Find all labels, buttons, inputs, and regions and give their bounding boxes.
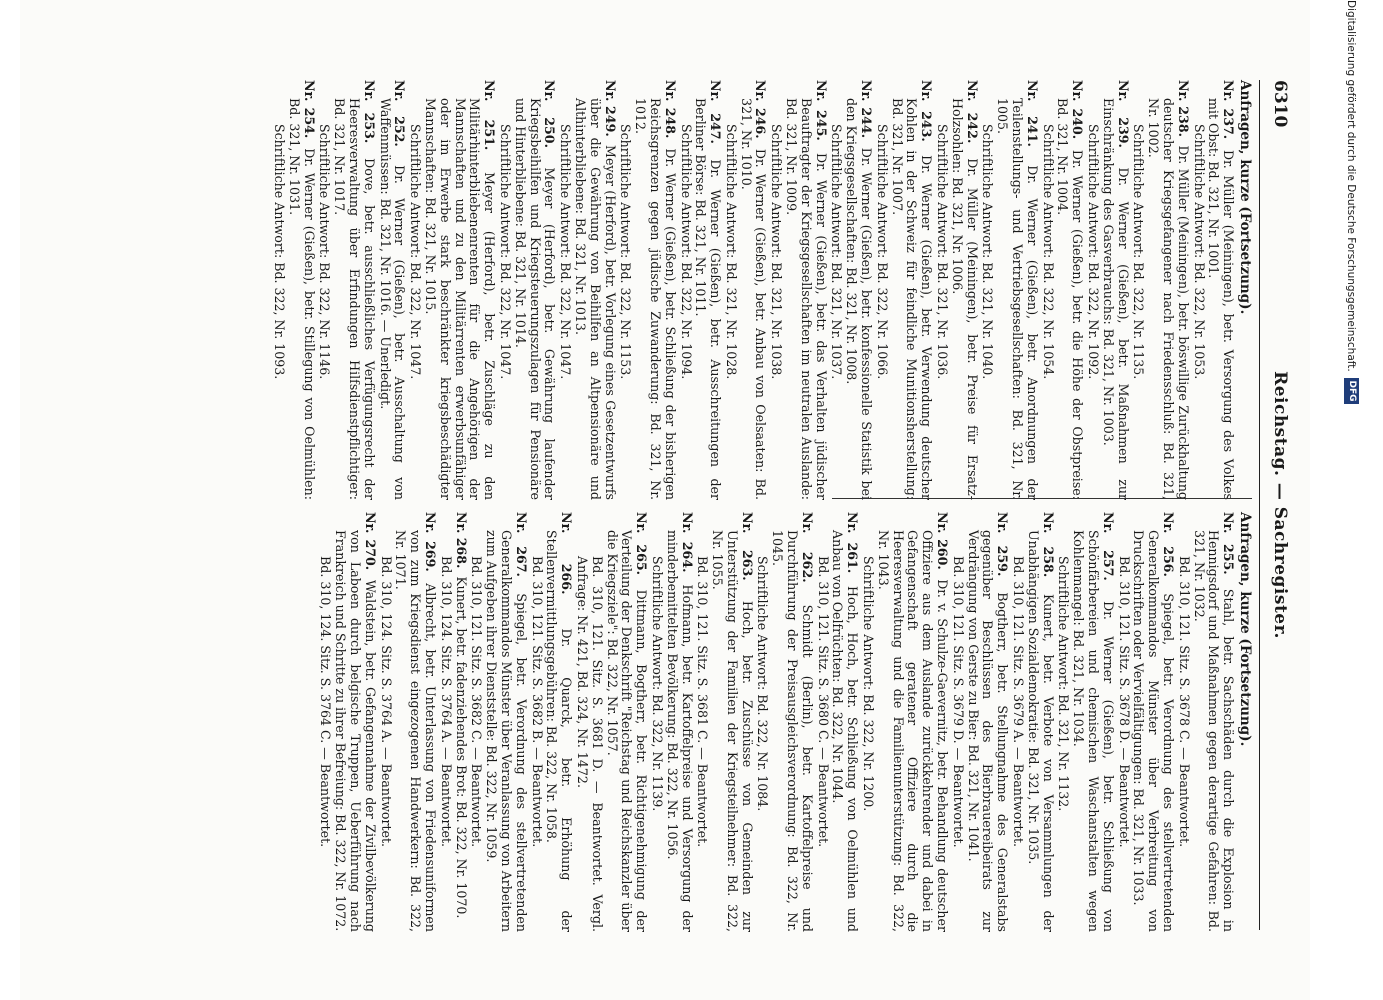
entry-answer: Schriftliche Antwort: Bd. 321, Nr. 1040. — [980, 124, 996, 380]
entry-text: Dr. Werner (Gießen), betr. konfessionelle Statistik bei den Kriegsgesellschaften: Bd. 321, Nr. 1008. — [844, 98, 875, 500]
left-column — [270, 80, 1252, 500]
entry-number: Nr. 263. — [739, 512, 755, 581]
register-entry — [574, 512, 648, 932]
entry-number: Nr. 253. — [361, 80, 377, 144]
entry-number: Nr. 239. — [1115, 80, 1131, 148]
entry-number: Nr. 260. — [935, 512, 951, 570]
entry-text: Dove, betr. ausschließliches Verfügungsrecht der Heeresverwaltung über Erfindungen Hilfsdienstpflichtiger: Bd. 321, Nr. 1017. — [332, 98, 377, 500]
entry-number: Nr. 248. — [662, 80, 678, 139]
register-entry — [723, 80, 767, 500]
entry-text: Dr. Werner (Gießen), betr. das Verhalten jüdischer Beauftragter der Kriegsgesellschaften im neutralen Auslande: Bd. 321, Nr. 1009. — [784, 98, 829, 500]
register-entry — [950, 512, 1009, 932]
register-entry — [1116, 512, 1175, 932]
entry-answer: Bd. 310, 121. Sitz. S. 3681 C. — Beantwortet. — [695, 556, 711, 848]
entry-number: Nr. 265. — [634, 512, 650, 575]
running-title: Reichstag. — Sachregister. — [1270, 371, 1290, 639]
register-entry — [378, 512, 437, 932]
entry-number: Nr. 244. — [859, 80, 875, 139]
entry-answer: Bd. 310, 121. Sitz. S. 3681 D. — Beantwortet. Vergl. Anfrage: Nr. 421, Bd. 324, Nr. 1472. — [574, 556, 605, 932]
entry-number: Nr. 262. — [799, 512, 815, 583]
entry-answer: Schriftliche Antwort: Bd. 321, Nr. 1028. — [723, 124, 739, 380]
entry-number: Nr. 243. — [919, 80, 935, 142]
entry-answer: Bd. 310, 121. Sitz. S. 3679 A. — Beantwortet. — [1011, 556, 1027, 848]
entry-number: Nr. 251. — [482, 80, 498, 151]
entry-number: Nr. 259. — [995, 512, 1011, 577]
entry-text: Dr. Werner (Gießen), betr. die Höhe der Obstpreise: Bd. 321, Nr. 1004. — [1055, 98, 1086, 500]
entry-number: Nr. 241. — [1024, 80, 1040, 147]
register-entry — [469, 512, 528, 932]
register-entry — [1010, 512, 1054, 932]
register-entry — [557, 80, 616, 500]
entry-answer: Schriftliche Antwort: Bd. 322, Nr. 1093. — [272, 124, 287, 380]
entry-text: Kunert, betr. fadenziehendes Brot: Bd. 322, Nr. 1070. — [453, 576, 469, 919]
entry-number: Nr. 267. — [513, 512, 529, 577]
register-entry — [1056, 512, 1115, 932]
entry-answer: Schriftliche Antwort: Bd. 322, Nr. 1047. — [497, 124, 513, 380]
register-entry — [815, 512, 859, 932]
entry-text: Bogtherr, betr. Stellungnahme des Generalstabs gegenüber Beschlüssen des Bierbrauereibeirats zur Verdrängung von Gerste zu Bier: Bd. 321, Nr. 1041. — [965, 530, 1011, 932]
entry-answer: Schriftliche Antwort: Bd. 322, Nr. 1047. — [408, 124, 424, 380]
register-entry — [980, 80, 1039, 500]
entry-number: Nr. 268. — [453, 512, 469, 569]
entry-answer: Schriftliche Antwort: Bd. 322, Nr. 1146. — [317, 124, 333, 380]
entry-number: Nr. 269. — [422, 512, 438, 572]
register-entry — [317, 80, 376, 500]
page-footer — [1333, 0, 1357, 1000]
entry-number: Nr. 264. — [679, 512, 695, 573]
dfg-logo: DFG — [1344, 378, 1359, 404]
register-entry — [529, 512, 573, 932]
entry-number: Nr. 252. — [392, 80, 408, 147]
register-entry — [1191, 80, 1235, 500]
right-column — [317, 512, 1252, 932]
entry-answer: Schriftliche Antwort: Bd. 322, Nr. 1053. — [1191, 124, 1207, 380]
entry-text: Dr. Werner (Gießen), betr. Anordnungen der Teilenstellungs- und Vertriebsgesellschaften: Bd. 321, Nr. 1005. — [995, 98, 1040, 500]
entry-number: Nr. 237. — [1221, 80, 1237, 140]
entry-text: Hoch, betr. Zuschüsse von Gemeinden zur Unterstützung der Familien der Kriegsteilnehmer: Bd. 322, Nr. 1055. — [710, 530, 755, 933]
register-entry — [438, 512, 468, 932]
header-rule — [1259, 80, 1260, 930]
register-entry — [318, 512, 377, 932]
entry-text: Dr. Müller (Meiningen), betr. böswillige Zurückhaltung deutscher Kriegsgefangener nach Friedensschluß: Bd. 321, Nr. 1002. — [1146, 98, 1191, 500]
entry-text: Dr. Müller (Meiningen), betr. Preise für Ersatz-Holzsohlen: Bd. 321, Nr. 1006. — [949, 98, 980, 500]
entry-text: Kunert, betr. Verbote von Versammlungen der Unabhängigen Sozialdemokratie: Bd. 321, Nr. 1035. — [1025, 530, 1056, 932]
entry-answer: Schriftliche Antwort: Bd. 321, Nr. 1132. — [1056, 556, 1072, 812]
entry-answer: Schriftliche Antwort: Bd. 322, Nr. 1200. — [861, 556, 877, 812]
entry-answer: Schriftliche Antwort: Bd. 322, Nr. 1135. — [1131, 124, 1147, 380]
entry-text: Dr. Werner (Gießen), betr. Maßnahmen zur Einschränkung des Gasverbrauchs: Bd. 321, Nr. 1003. — [1100, 98, 1131, 500]
entry-answer: Schriftliche Antwort: Bd. 322, Nr. 1054. — [1040, 124, 1056, 380]
entry-text: Dr. Müller (Meiningen), betr. Versorgung des Volkes mit Obst: Bd. 321, Nr. 1001. — [1206, 98, 1237, 500]
entry-answer: Bd. 310, 124. Sitz. S. 3764 C. — Beantwortet. — [318, 556, 334, 848]
entry-text: Dr. Werner (Gießen), betr. Schließung der bisherigen Reichsgrenzen gegen jüdische Zuwanderung: Bd. 321, Nr. 1012. — [633, 98, 678, 500]
entry-number: Nr. 242. — [964, 80, 980, 144]
entry-text: Waldstein, betr. Gefangennahme der Zivilbevölkerung von Laboen durch belgische Truppen, Ueberführung nach Frankreich und Schritte zu ihrer Befreiung: Bd. 322, Nr. 1072. — [333, 530, 378, 932]
register-entry — [829, 80, 873, 500]
register-entry — [860, 512, 949, 932]
entry-text: Hofmann, betr. Kartoffelpreise und Versorgung der minderbemittelten Bevölkerung: Bd. 322, Nr. 1056. — [664, 530, 695, 932]
entry-text: Schmidt (Berlin), betr. Kartoffelpreise und Durchführung der Preisausgleichsverordnung: Bd. 322, Nr. 1045. — [770, 530, 815, 932]
entry-number: Nr. 240. — [1070, 80, 1086, 140]
entry-answer: Bd. 310, 121. Sitz. S. 3682 C. — Beantwortet. — [469, 556, 485, 848]
entry-number: Nr. 258. — [1040, 512, 1056, 578]
entry-list — [271, 80, 1235, 500]
entry-number: Nr. 270. — [362, 512, 378, 571]
entry-number: Nr. 247. — [708, 80, 724, 144]
entry-answer: Schriftliche Antwort: Bd. 321, Nr. 1038. — [769, 124, 785, 380]
entry-answer: Bd. 310, 121. Sitz. S. 3682 B. — Beantwortet. — [529, 556, 545, 848]
entry-answer: Bd. 310, 121. Sitz. S. 3679 D. — Beantwortet. — [950, 556, 966, 848]
entry-answer: Schriftliche Antwort: Bd. 322, Nr. 1066. — [874, 124, 890, 380]
entry-number: Nr. 246. — [753, 80, 769, 139]
entry-text: Spiegel, betr. Verordnung des stellvertretenden Generalkommandos Münster über Veranlassung von Arbeitern zum Aufgeben ihrer Dienststelle: Bd. 322, Nr. 1059. — [484, 530, 529, 932]
entry-text: Albrecht, betr. Unterlassung von Friedensuniformen von zum Kriegsdienst eingezogenen Handwerkern: Bd. 322, Nr. 1071. — [393, 530, 438, 932]
entry-number: Nr. 255. — [1221, 512, 1237, 575]
entry-number: Nr. 249. — [602, 80, 618, 137]
register-entry — [407, 80, 496, 500]
register-entry — [678, 80, 722, 500]
entry-answer: Schriftliche Antwort: Bd. 322, Nr. 1092. — [1086, 124, 1102, 380]
entry-text: Meyer (Herford), betr. Zuschläge zu den Militärhinterbliebenenrenten für die Angehörigen der Mannschaften und zu den Militärrenten erwerbsunfähiger oder im Erwerbe stark beschränkter kriegsbeschädigter Mannschaften: Bd. 321, Nr. 1015. — [422, 98, 498, 500]
page-header — [1264, 80, 1290, 930]
entry-text: Stahl, betr. Sachschäden durch die Explosion in Hennigsdorf und Maßnahmen gegen derartige Gefahren: Bd. 321, Nr. 1032. — [1191, 530, 1237, 932]
entry-answer: Schriftliche Antwort: Bd. 321, Nr. 1037. — [829, 124, 845, 380]
entry-answer: Schriftliche Antwort: Bd. 322, Nr. 1153. — [618, 124, 634, 380]
register-entry — [769, 80, 828, 500]
entry-number: Nr. 256. — [1161, 512, 1177, 577]
register-entry — [377, 80, 407, 500]
entry-list — [318, 512, 1236, 932]
entry-answer: Schriftliche Antwort: Bd. 321, Nr. 1036. — [935, 124, 951, 380]
entry-answer: Schriftliche Antwort: Bd. 322, Nr. 1094. — [678, 124, 694, 380]
entry-answer: Schriftliche Antwort: Bd. 322, Nr. 1084. — [755, 556, 771, 812]
entry-number: Nr. 261. — [845, 512, 861, 574]
entry-text: Dittmann, Bogtherr, betr. Richtigenehmigung der Verteilung der Denkschrift "Reichstag und Reichskanzler über die Kriegsziele": Bd. 322, Nr. 1057. — [604, 530, 650, 932]
register-entry — [695, 512, 754, 932]
entry-text: Dr. Werner (Gießen), betr. Schließung von Schönfärbereien und chemischen Waschanstalten wegen Kohlenmangel: Bd. 321, Nr. 1034. — [1071, 530, 1116, 932]
section-heading: Anfragen, kurze (Fortsetzung). — [1237, 512, 1253, 747]
document-page — [20, 0, 1310, 1000]
entry-text: Dr. Werner (Gießen), betr. Anbau von Oelsaaten: Bd. 321, Nr. 1010. — [738, 98, 769, 500]
entry-text: Dr. Werner (Gießen), betr. Verwendung deutscher Kohlen in der Schweiz für feindliche Munitionsherstellung: Bd. 321, Nr. 1007. — [889, 98, 935, 500]
entry-number: Nr. 254. — [301, 80, 317, 139]
entry-answer: Bd. 310, 124. Sitz. S. 3764 A. — Beantwortet. — [438, 556, 454, 848]
register-entry — [934, 80, 978, 500]
entry-answer: Bd. 310, 121. Sitz. S. 3680 C. — Beantwortet. — [815, 556, 831, 848]
column-divider — [832, 498, 1252, 499]
register-entry — [1176, 512, 1235, 932]
entry-text: Dr. Werner (Gießen), betr. Ausschreitungen der Berliner Börse: Bd. 321, Nr. 1011. — [693, 98, 724, 500]
entry-text: Meyer (Herford), betr. Vorlegung eines Gesetzentwurfs über die Gewährung von Beihilfen an Altpensionäre und Althinterbliebene: Bd. 321, Nr. 1013. — [572, 98, 618, 500]
page-number: 6310 — [1270, 80, 1290, 128]
entry-text: Dr. Werner (Gießen), betr. Stillegung von Oelmühlen: Bd. 321, Nr. 1031. — [286, 98, 317, 500]
entry-text: Hoch, Hoch, betr. Schließung von Oelmühlen und Anbau von Oelfrüchten: Bd. 322, Nr. 1044. — [830, 530, 861, 932]
register-entry — [497, 80, 556, 500]
section-heading: Anfragen, kurze (Fortsetzung). — [1237, 80, 1253, 315]
funding-note: Digitalisierung gefördert durch die Deutsche Forschungsgemeinschaft. — [1345, 0, 1357, 372]
register-entry — [618, 80, 677, 500]
entry-answer: Schriftliche Antwort: Bd. 322, Nr. 1047. — [558, 124, 574, 380]
entry-number: Nr. 245. — [813, 80, 829, 141]
entry-number: Nr. 238. — [1175, 80, 1191, 137]
register-entry — [649, 512, 693, 932]
register-entry — [271, 80, 315, 500]
register-entry — [1040, 80, 1084, 500]
register-entry — [874, 80, 933, 500]
register-entry — [1085, 80, 1129, 500]
entry-answer: Bd. 310, 124. Sitz. S. 3764 A. — Beantwortet. — [378, 556, 394, 848]
register-entry — [1131, 80, 1190, 500]
entry-text: Dr. Quarck, betr. Erhöhung der Stellenvermittlungsgebühren: Bd. 322, Nr. 1058. — [544, 530, 575, 932]
entry-answer: Bd. 310, 121. Sitz. S. 3678 D. — Beantwortet. — [1116, 556, 1132, 848]
entry-text: Meyer (Herford), betr. Gewährung laufender Kriegsbeihilfen und Kriegsteuerungszulagen für Pensionäre und Hinterbliebene: Bd. 321, Nr. 1014. — [512, 98, 558, 500]
entry-answer: Schriftliche Antwort: Bd. 322, Nr. 1139. — [649, 556, 665, 812]
entry-number: Nr. 257. — [1100, 512, 1116, 581]
entry-number: Nr. 250. — [542, 80, 558, 148]
entry-text: Dr. v. Schulze-Gaevernitz, betr. Behandlung deutscher Offiziere aus dem Auslande zurückkehrender und dabei in Gefangenschaft geratener Offiziere durch die Heeresverwaltung und die Familienunterstützung: Bd. 322, Nr. 1043. — [875, 530, 951, 932]
entry-text: Spiegel, betr. Verordnung des stellvertretenden Generalkommandos Münster über Verbreitung von Druckschriften oder Vervielfältigungen: Bd. 321, Nr. 1033. — [1131, 530, 1177, 932]
register-entry — [755, 512, 814, 932]
entry-answer: Bd. 310, 121. Sitz. S. 3678 C. — Beantwortet. — [1176, 556, 1192, 848]
entry-number: Nr. 266. — [559, 512, 575, 595]
entry-text: Dr. Werner (Gießen), betr. Ausschaltung von Waffenmüssen: Bd. 321, Nr. 1016. — Unerledigt. — [377, 98, 408, 500]
